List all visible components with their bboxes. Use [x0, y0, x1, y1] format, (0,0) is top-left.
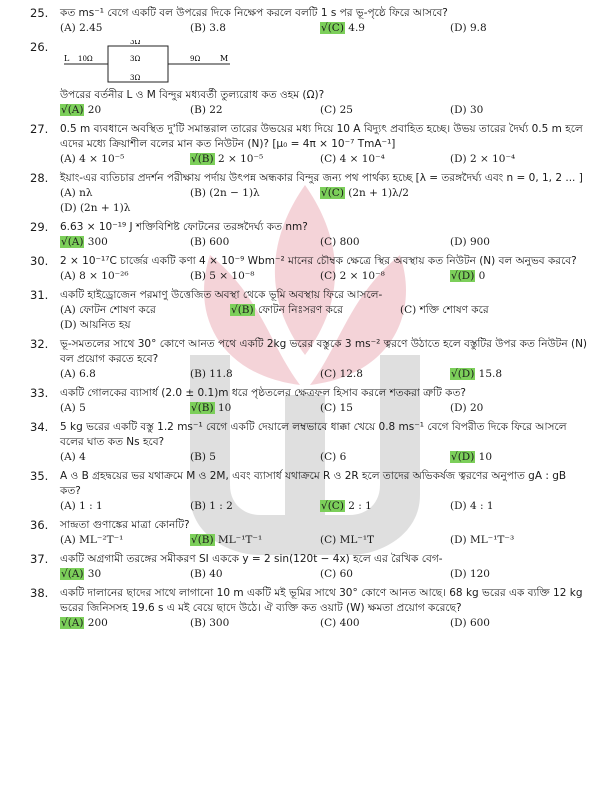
option-b[interactable]	[190, 235, 320, 250]
question-29	[30, 220, 590, 250]
question-text: কত ms⁻¹ বেগে একটি বল উপরের দিকে নিক্ষেপ করলে বলটি 1 s পর ভূ-পৃষ্ঠে ফিরে আসবে?	[60, 7, 448, 19]
question-text: 0.5 m ব্যবধানে অবস্থিত দু'টি সমান্তরাল তারের উভয়ের মধ্য দিয়ে 10 A বিদ্যুৎ প্রবাহিত হচ্ছে। উভয় তারের দৈর্ঘ্য 0.5 m হলে এদের মধ্যে ক্রিয়াশীল বলের মান কত নিউটন (N)? [μ₀ = 4π × 10⁻⁷ TmA⁻¹]	[60, 123, 583, 150]
options	[60, 186, 590, 216]
option-text: 200	[84, 617, 108, 629]
option-c[interactable]	[320, 269, 450, 284]
option-text: (B) 5 × 10⁻⁸	[190, 270, 255, 282]
options	[60, 401, 590, 416]
options	[60, 303, 590, 333]
question-35	[30, 469, 590, 514]
correct-answer-mark: √(B)	[191, 153, 214, 165]
option-text: (D) 20	[450, 402, 484, 414]
circuit-label-L: L	[64, 54, 70, 63]
question-text: ইয়াং-এর ব্যতিচার প্রদর্শন পরীক্ষায় পর্দায় উৎপন্ন অন্ধকার বিন্দুর জন্য পথ পার্থক্য হচ্ছে [λ = তরঙ্গদৈর্ঘ্য এবং n = 0, 1, 2 ... ]	[60, 172, 583, 184]
question-text: উপরের বর্তনীর L ও M বিন্দুর মধ্যবর্তী তুল্যরোধ কত ওহম (Ω)?	[60, 89, 325, 101]
correct-answer-mark: √(B)	[191, 534, 214, 546]
option-text: (D) আয়নিত হয়	[60, 319, 131, 331]
option-text: (D) 30	[450, 104, 484, 116]
question-27	[30, 122, 590, 167]
resistor-right: 9Ω	[190, 55, 201, 63]
option-text: 2 : 1	[344, 500, 372, 512]
option-c[interactable]	[320, 499, 450, 514]
option-d[interactable]	[450, 235, 580, 250]
option-a[interactable]	[60, 235, 190, 250]
option-b[interactable]	[190, 616, 320, 631]
option-c[interactable]	[320, 367, 450, 382]
option-a[interactable]	[60, 367, 190, 382]
question-30	[30, 254, 590, 284]
correct-answer-mark: √(D)	[451, 451, 475, 463]
question-25	[30, 6, 590, 36]
question-28	[30, 171, 590, 216]
question-text: একটি হাইড্রোজেন পরমাণু উত্তেজিত অবস্থা থেকে ভূমি অবস্থায় ফিরে আসলে-	[60, 289, 383, 301]
question-text: 5 kg ভরের একটি বস্তু 1.2 ms⁻¹ বেগে একটি দেয়ালে লম্বভাবে ধাক্কা খেয়ে 0.8 ms⁻¹ বেগে বিপরীত দিকে ফিরে আসলে বলের ঘাত কত Ns হবে?	[60, 421, 567, 448]
option-c[interactable]	[320, 450, 450, 465]
question-text: একটি দালানের ছাদের সাথে লাগানো 10 m একটি মই ভূমির সাথে 30° কোণে আনত আছে। 68 kg ভরের এক ব্যক্তি 12 kg ভরের জিনিসসহ 19.6 s এ মই বেয়ে ছাদে উঠে। ঐ ব্যক্তি কত ওয়াট (W) ক্ষমতা প্রয়োগ করেছে?	[60, 587, 583, 614]
option-b[interactable]	[190, 269, 320, 284]
option-text: (D) 600	[450, 617, 490, 629]
option-text: (C) 6	[320, 451, 347, 463]
option-b[interactable]	[190, 186, 320, 201]
question-33	[30, 386, 590, 416]
option-d[interactable]	[450, 616, 580, 631]
option-b[interactable]	[190, 367, 320, 382]
question-34	[30, 420, 590, 465]
option-b[interactable]	[230, 303, 400, 318]
resistor-mid: 3Ω	[130, 55, 141, 63]
option-c[interactable]	[320, 401, 450, 416]
question-number: 32.	[30, 337, 49, 351]
question-number: 28.	[30, 171, 49, 185]
options	[60, 152, 590, 167]
option-text: (C) 2 × 10⁻⁸	[320, 270, 385, 282]
option-text: (C) 60	[320, 568, 353, 580]
option-text: (C) ML⁻¹T	[320, 534, 375, 546]
correct-answer-mark: √(A)	[61, 104, 84, 116]
option-d[interactable]	[450, 21, 580, 36]
question-number: 26.	[30, 40, 49, 54]
option-text: (D) 120	[450, 568, 490, 580]
option-b[interactable]	[190, 533, 320, 548]
question-number: 36.	[30, 518, 49, 532]
question-26	[30, 40, 590, 118]
option-text: (2n + 1)λ/2	[344, 187, 409, 199]
resistor-bottom: 3Ω	[130, 74, 141, 82]
option-text: ML⁻¹T⁻¹	[214, 534, 263, 546]
question-number: 30.	[30, 254, 49, 268]
option-d[interactable]	[450, 567, 580, 582]
question-number: 34.	[30, 420, 49, 434]
correct-answer-mark: √(B)	[231, 304, 254, 316]
option-text: (A) 6.8	[60, 368, 96, 380]
question-number: 33.	[30, 386, 49, 400]
option-b[interactable]	[190, 103, 320, 118]
option-text: (D) (2n + 1)λ	[60, 202, 131, 214]
option-d[interactable]	[450, 533, 580, 548]
option-c[interactable]	[320, 103, 450, 118]
option-text: (D) 9.8	[450, 22, 487, 34]
option-c[interactable]	[320, 567, 450, 582]
option-d[interactable]	[450, 450, 580, 465]
option-text: (A) ML⁻²T⁻¹	[60, 534, 124, 546]
option-a[interactable]	[60, 401, 190, 416]
option-text: 0	[475, 270, 486, 282]
option-text: (A) 5	[60, 402, 86, 414]
correct-answer-mark: √(C)	[321, 22, 344, 34]
options	[60, 567, 590, 582]
option-d[interactable]	[450, 269, 580, 284]
resistor-left: 10Ω	[78, 55, 93, 63]
question-text: সান্দ্রতা গুণাঙ্কের মাত্রা কোনটি?	[60, 519, 190, 531]
option-text: (D) 900	[450, 236, 490, 248]
option-text: 2 × 10⁻⁵	[214, 153, 264, 165]
option-a[interactable]	[60, 186, 190, 201]
option-a[interactable]	[60, 499, 190, 514]
question-text: 2 × 10⁻¹⁷C চার্জের একটি কণা 4 × 10⁻⁹ Wbm⁻² মানের চৌম্বক ক্ষেত্রে স্থির অবস্থায় কত নিউটন (N) বল অনুভব করবে?	[60, 255, 577, 267]
question-number: 37.	[30, 552, 49, 566]
question-sheet	[0, 6, 612, 635]
option-text: (B) 22	[190, 104, 223, 116]
options	[60, 21, 590, 36]
option-text: (B) (2n − 1)λ	[190, 187, 260, 199]
circuit-diagram	[60, 40, 590, 88]
option-text: ফোটন নিঃসরণ করে	[254, 304, 343, 316]
resistor-top: 3Ω	[130, 40, 141, 46]
correct-answer-mark: √(D)	[451, 368, 475, 380]
option-a[interactable]	[60, 21, 190, 36]
question-text: A ও B গ্রহদ্বয়ের ভর যথাক্রমে M ও 2M, এবং ব্যাসার্ধ যথাক্রমে R ও 2R হলে তাদের অভিকর্ষজ ত্বরণের অনুপাত gA : gB কত?	[60, 470, 567, 497]
options	[60, 235, 590, 250]
option-text: (C) 12.8	[320, 368, 363, 380]
option-a[interactable]	[60, 616, 190, 631]
question-37	[30, 552, 590, 582]
option-a[interactable]	[60, 269, 190, 284]
question-number: 29.	[30, 220, 49, 234]
option-text: (D) ML⁻¹T⁻³	[450, 534, 515, 546]
question-text: একটি গোলকের ব্যাসার্ধ (2.0 ± 0.1)m ধরে পৃষ্ঠতলের ক্ষেত্রফল হিসাব করলে শতকরা ত্রুটি কত?	[60, 387, 466, 399]
options	[60, 450, 590, 465]
option-c[interactable]	[320, 21, 450, 36]
question-number: 31.	[30, 288, 49, 302]
option-text: (A) 1 : 1	[60, 500, 103, 512]
option-a[interactable]	[60, 450, 190, 465]
option-text: (C) 4 × 10⁻⁴	[320, 153, 385, 165]
option-a[interactable]	[60, 567, 190, 582]
option-text: (A) 2.45	[60, 22, 103, 34]
question-number: 25.	[30, 6, 49, 20]
option-text: 20	[84, 104, 102, 116]
option-d[interactable]	[60, 318, 190, 333]
option-text: (D) 4 : 1	[450, 500, 494, 512]
question-31	[30, 288, 590, 333]
option-b[interactable]	[190, 152, 320, 167]
option-text: 10	[475, 451, 493, 463]
options	[60, 533, 590, 548]
option-a[interactable]	[60, 152, 190, 167]
circuit-label-M: M	[220, 54, 229, 63]
options	[60, 103, 590, 118]
question-number: 38.	[30, 586, 49, 600]
option-b[interactable]	[190, 450, 320, 465]
option-c[interactable]	[400, 303, 570, 318]
correct-answer-mark: √(C)	[321, 500, 344, 512]
option-text: (B) 40	[190, 568, 223, 580]
correct-answer-mark: √(B)	[191, 402, 214, 414]
option-c[interactable]	[320, 152, 450, 167]
option-text: (A) 4 × 10⁻⁵	[60, 153, 125, 165]
correct-answer-mark: √(A)	[61, 568, 84, 580]
correct-answer-mark: √(D)	[451, 270, 475, 282]
option-c[interactable]	[320, 616, 450, 631]
option-b[interactable]	[190, 21, 320, 36]
option-text: (C) 800	[320, 236, 360, 248]
option-text: 15.8	[475, 368, 503, 380]
option-text: 300	[84, 236, 108, 248]
option-d[interactable]	[450, 152, 580, 167]
option-c[interactable]	[320, 235, 450, 250]
question-text: 6.63 × 10⁻¹⁹ J শক্তিবিশিষ্ট ফোটনের তরঙ্গদৈর্ঘ্য কত nm?	[60, 221, 308, 233]
option-text: (B) 600	[190, 236, 230, 248]
option-a[interactable]	[60, 533, 190, 548]
option-text: (D) 2 × 10⁻⁴	[450, 153, 516, 165]
question-number: 27.	[30, 122, 49, 136]
question-36	[30, 518, 590, 548]
option-text: (A) 8 × 10⁻²⁶	[60, 270, 129, 282]
options	[60, 367, 590, 382]
option-text: (C) 400	[320, 617, 360, 629]
option-text: (B) 5	[190, 451, 216, 463]
option-b[interactable]	[190, 567, 320, 582]
option-text: (B) 11.8	[190, 368, 233, 380]
question-text: ভূ-সমতলের সাথে 30° কোণে আনত পথে একটি 2kg ভরের বস্তুকে 3 ms⁻² ত্বরণে উঠাতে হলে বস্তুটির উপর কত নিউটন (N) বল প্রয়োগ করতে হবে?	[60, 338, 588, 365]
correct-answer-mark: √(A)	[61, 617, 84, 629]
options	[60, 499, 590, 514]
question-38	[30, 586, 590, 631]
option-text: (C) শক্তি শোষণ করে	[400, 304, 489, 316]
option-d[interactable]	[450, 103, 580, 118]
option-text: 10	[214, 402, 232, 414]
option-text: (A) ফোটন শোষণ করে	[60, 304, 156, 316]
option-b[interactable]	[190, 401, 320, 416]
option-c[interactable]	[320, 186, 490, 201]
option-d[interactable]	[450, 401, 580, 416]
options	[60, 269, 590, 284]
option-text: (A) 4	[60, 451, 86, 463]
option-a[interactable]	[60, 103, 190, 118]
option-text: (A) nλ	[60, 187, 93, 199]
options	[60, 616, 590, 631]
question-text: একটি অগ্রগামী তরঙ্গের সমীকরণ SI এককে y = 2 sin(120t − 4x) হলে এর রৈখিক বেগ-	[60, 553, 443, 565]
option-text: (C) 25	[320, 104, 353, 116]
option-c[interactable]	[320, 533, 450, 548]
question-32	[30, 337, 590, 382]
correct-answer-mark: √(C)	[321, 187, 344, 199]
option-text: (B) 3.8	[190, 22, 226, 34]
option-text: 4.9	[344, 22, 365, 34]
option-text: (B) 1 : 2	[190, 500, 233, 512]
option-d[interactable]	[60, 201, 190, 216]
option-text: 30	[84, 568, 102, 580]
correct-answer-mark: √(A)	[61, 236, 84, 248]
option-text: (B) 300	[190, 617, 230, 629]
option-a[interactable]	[60, 303, 230, 318]
option-text: (C) 15	[320, 402, 353, 414]
option-b[interactable]	[190, 499, 320, 514]
option-d[interactable]	[450, 499, 580, 514]
option-d[interactable]	[450, 367, 580, 382]
question-number: 35.	[30, 469, 49, 483]
